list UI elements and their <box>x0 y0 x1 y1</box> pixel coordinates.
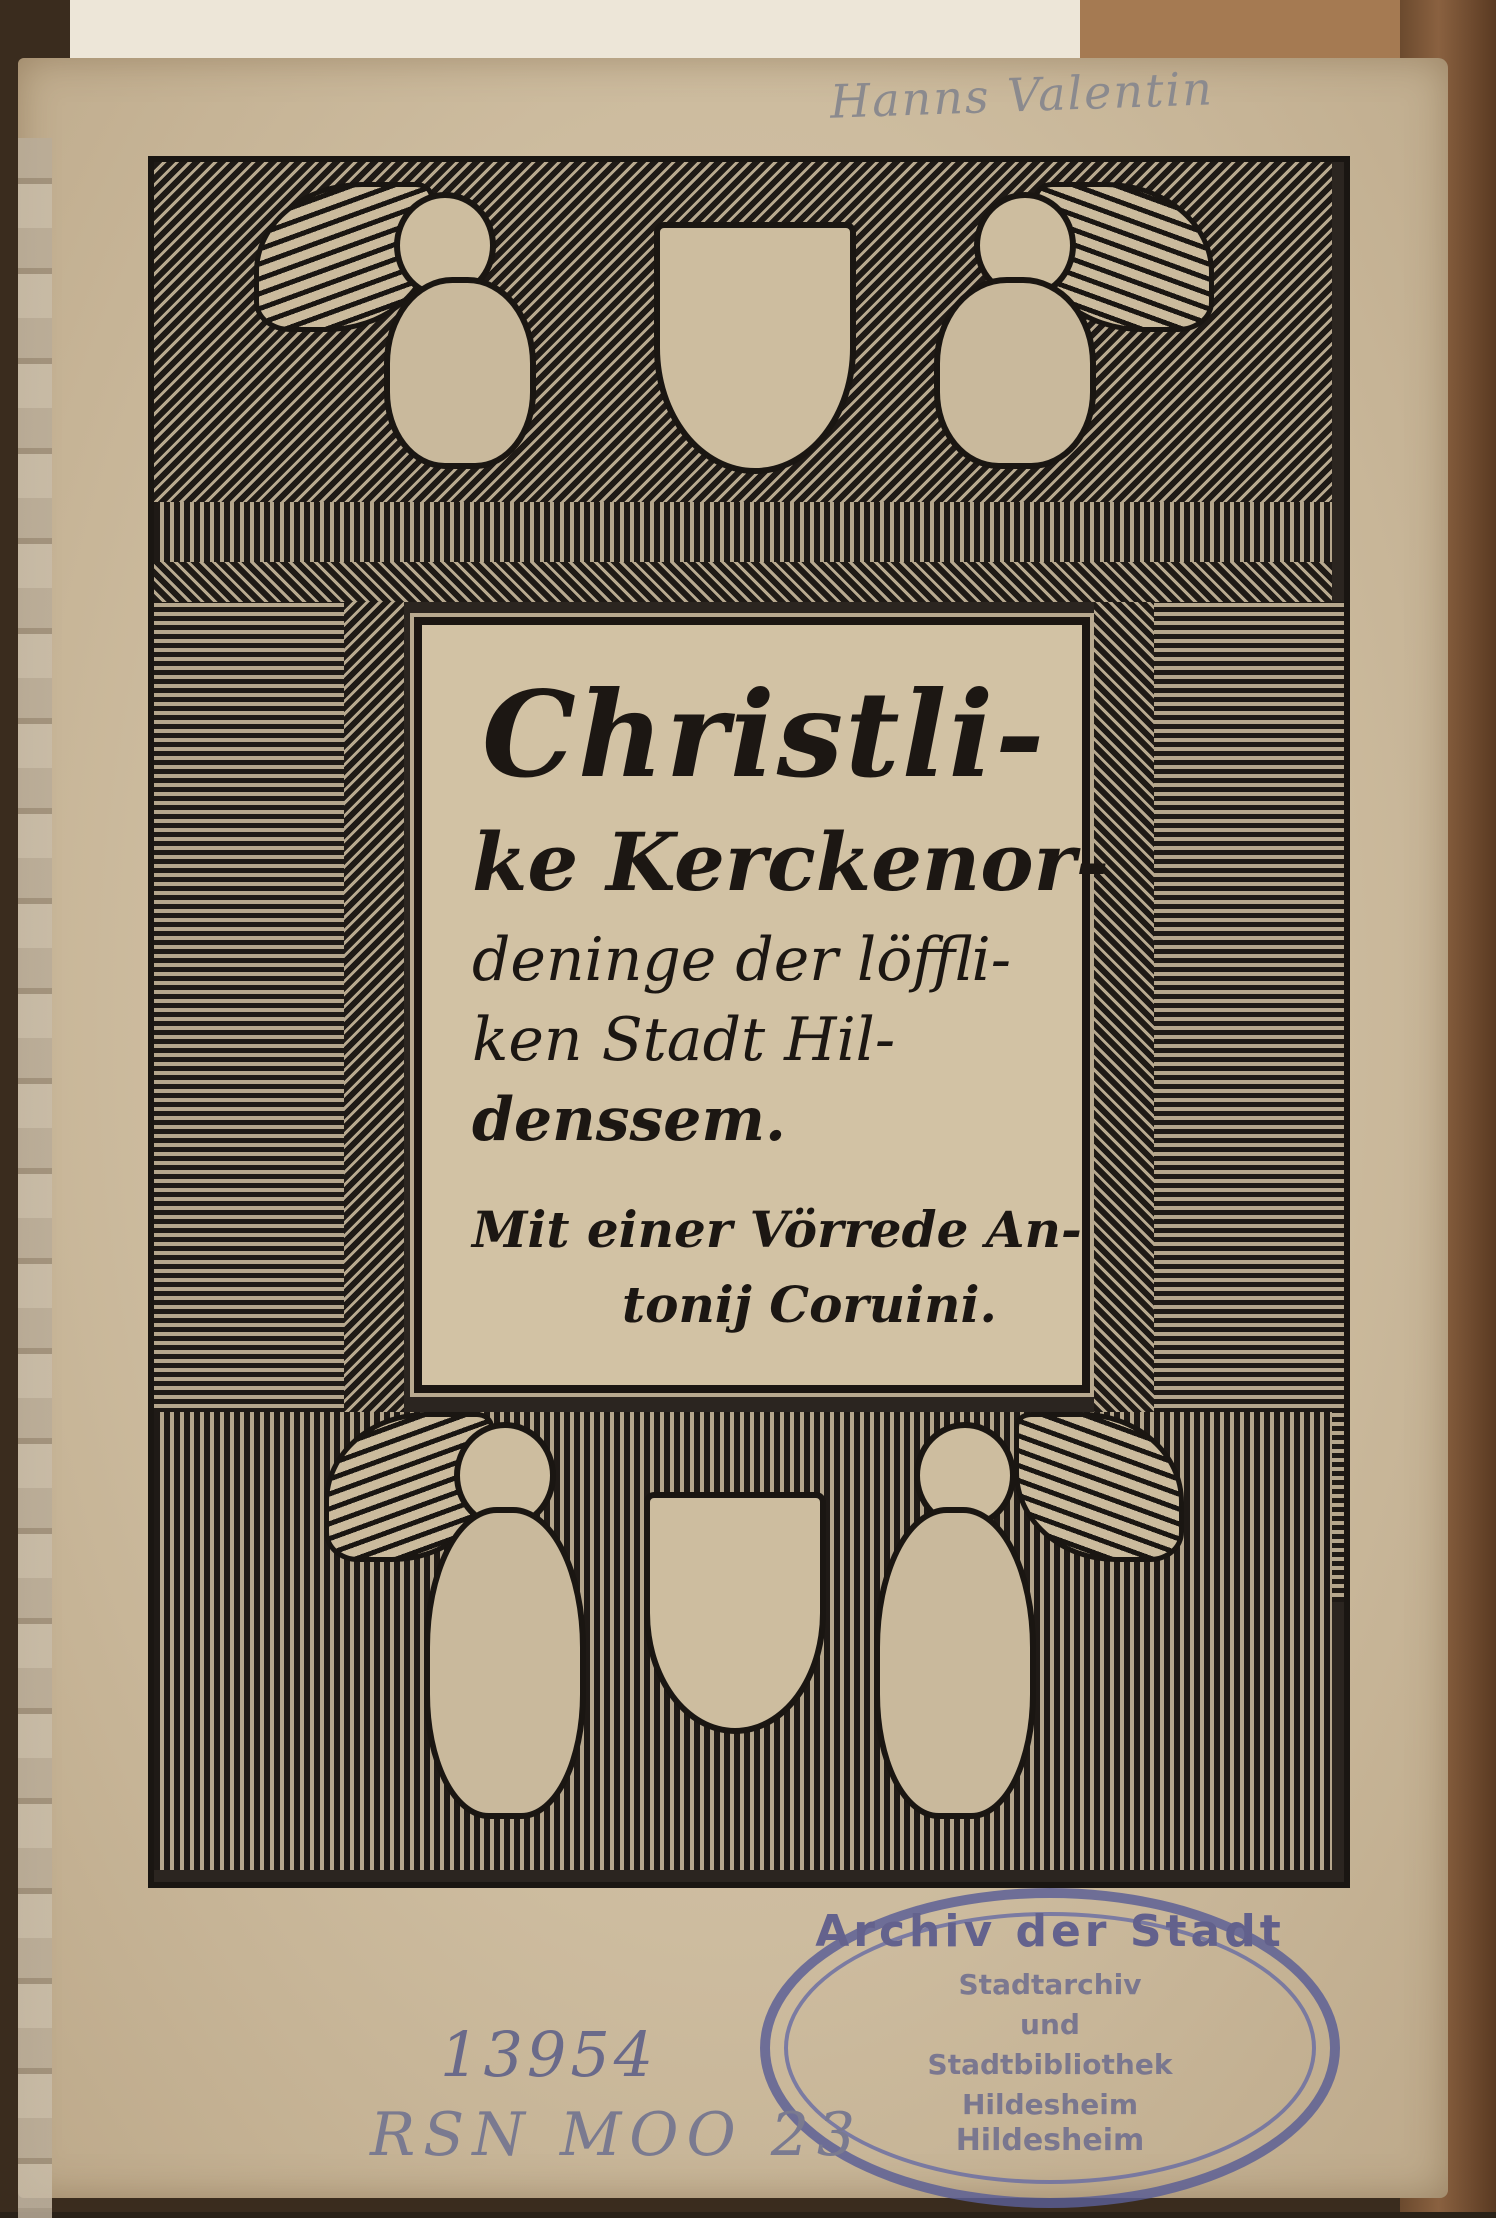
title-line-5: denssem. <box>472 1085 786 1155</box>
cherub-body-icon <box>934 277 1096 469</box>
handwritten-owner-note: Hanns Valentin <box>829 61 1215 129</box>
cherub-body-icon <box>384 277 536 469</box>
cherub-body-icon <box>874 1507 1036 1819</box>
woodcut-frieze <box>154 562 1332 602</box>
title-line-3: deninge der löffli- <box>472 925 1011 995</box>
title-line-1: Christli- <box>482 665 1047 804</box>
stamp-line-3: Stadtbibliothek <box>927 2048 1173 2081</box>
title-line-4: ken Stadt Hil- <box>472 1005 896 1075</box>
coat-of-arms-shield-icon <box>644 1492 826 1734</box>
cherub-body-icon <box>424 1507 586 1819</box>
woodcut-lintel <box>154 502 1332 562</box>
handwritten-accession-number: 13954 <box>440 2018 658 2091</box>
stamp-line-1: Stadtarchiv <box>958 1968 1142 2001</box>
title-line-2: ke Kerckenor- <box>472 815 1109 909</box>
cover-top-edge <box>1080 0 1410 60</box>
stamp-line-5: Hildesheim <box>955 2123 1145 2158</box>
title-line-6: Mit einer Vörrede An- <box>472 1200 1082 1259</box>
handwritten-shelfmark: RSN MOO 23 <box>370 2100 864 2170</box>
stamp-arc-text: Archiv der Stadt <box>815 1906 1285 1957</box>
binding-stitching <box>18 138 52 2218</box>
stamp-line-4: Hildesheim <box>961 2088 1139 2121</box>
stamp-line-2: und <box>1020 2008 1080 2041</box>
title-panel <box>414 617 1109 1393</box>
coat-of-arms-shield-icon <box>654 222 856 474</box>
title-line-7: tonij Coruini. <box>622 1275 997 1334</box>
woodcut-frame <box>148 156 1350 1888</box>
